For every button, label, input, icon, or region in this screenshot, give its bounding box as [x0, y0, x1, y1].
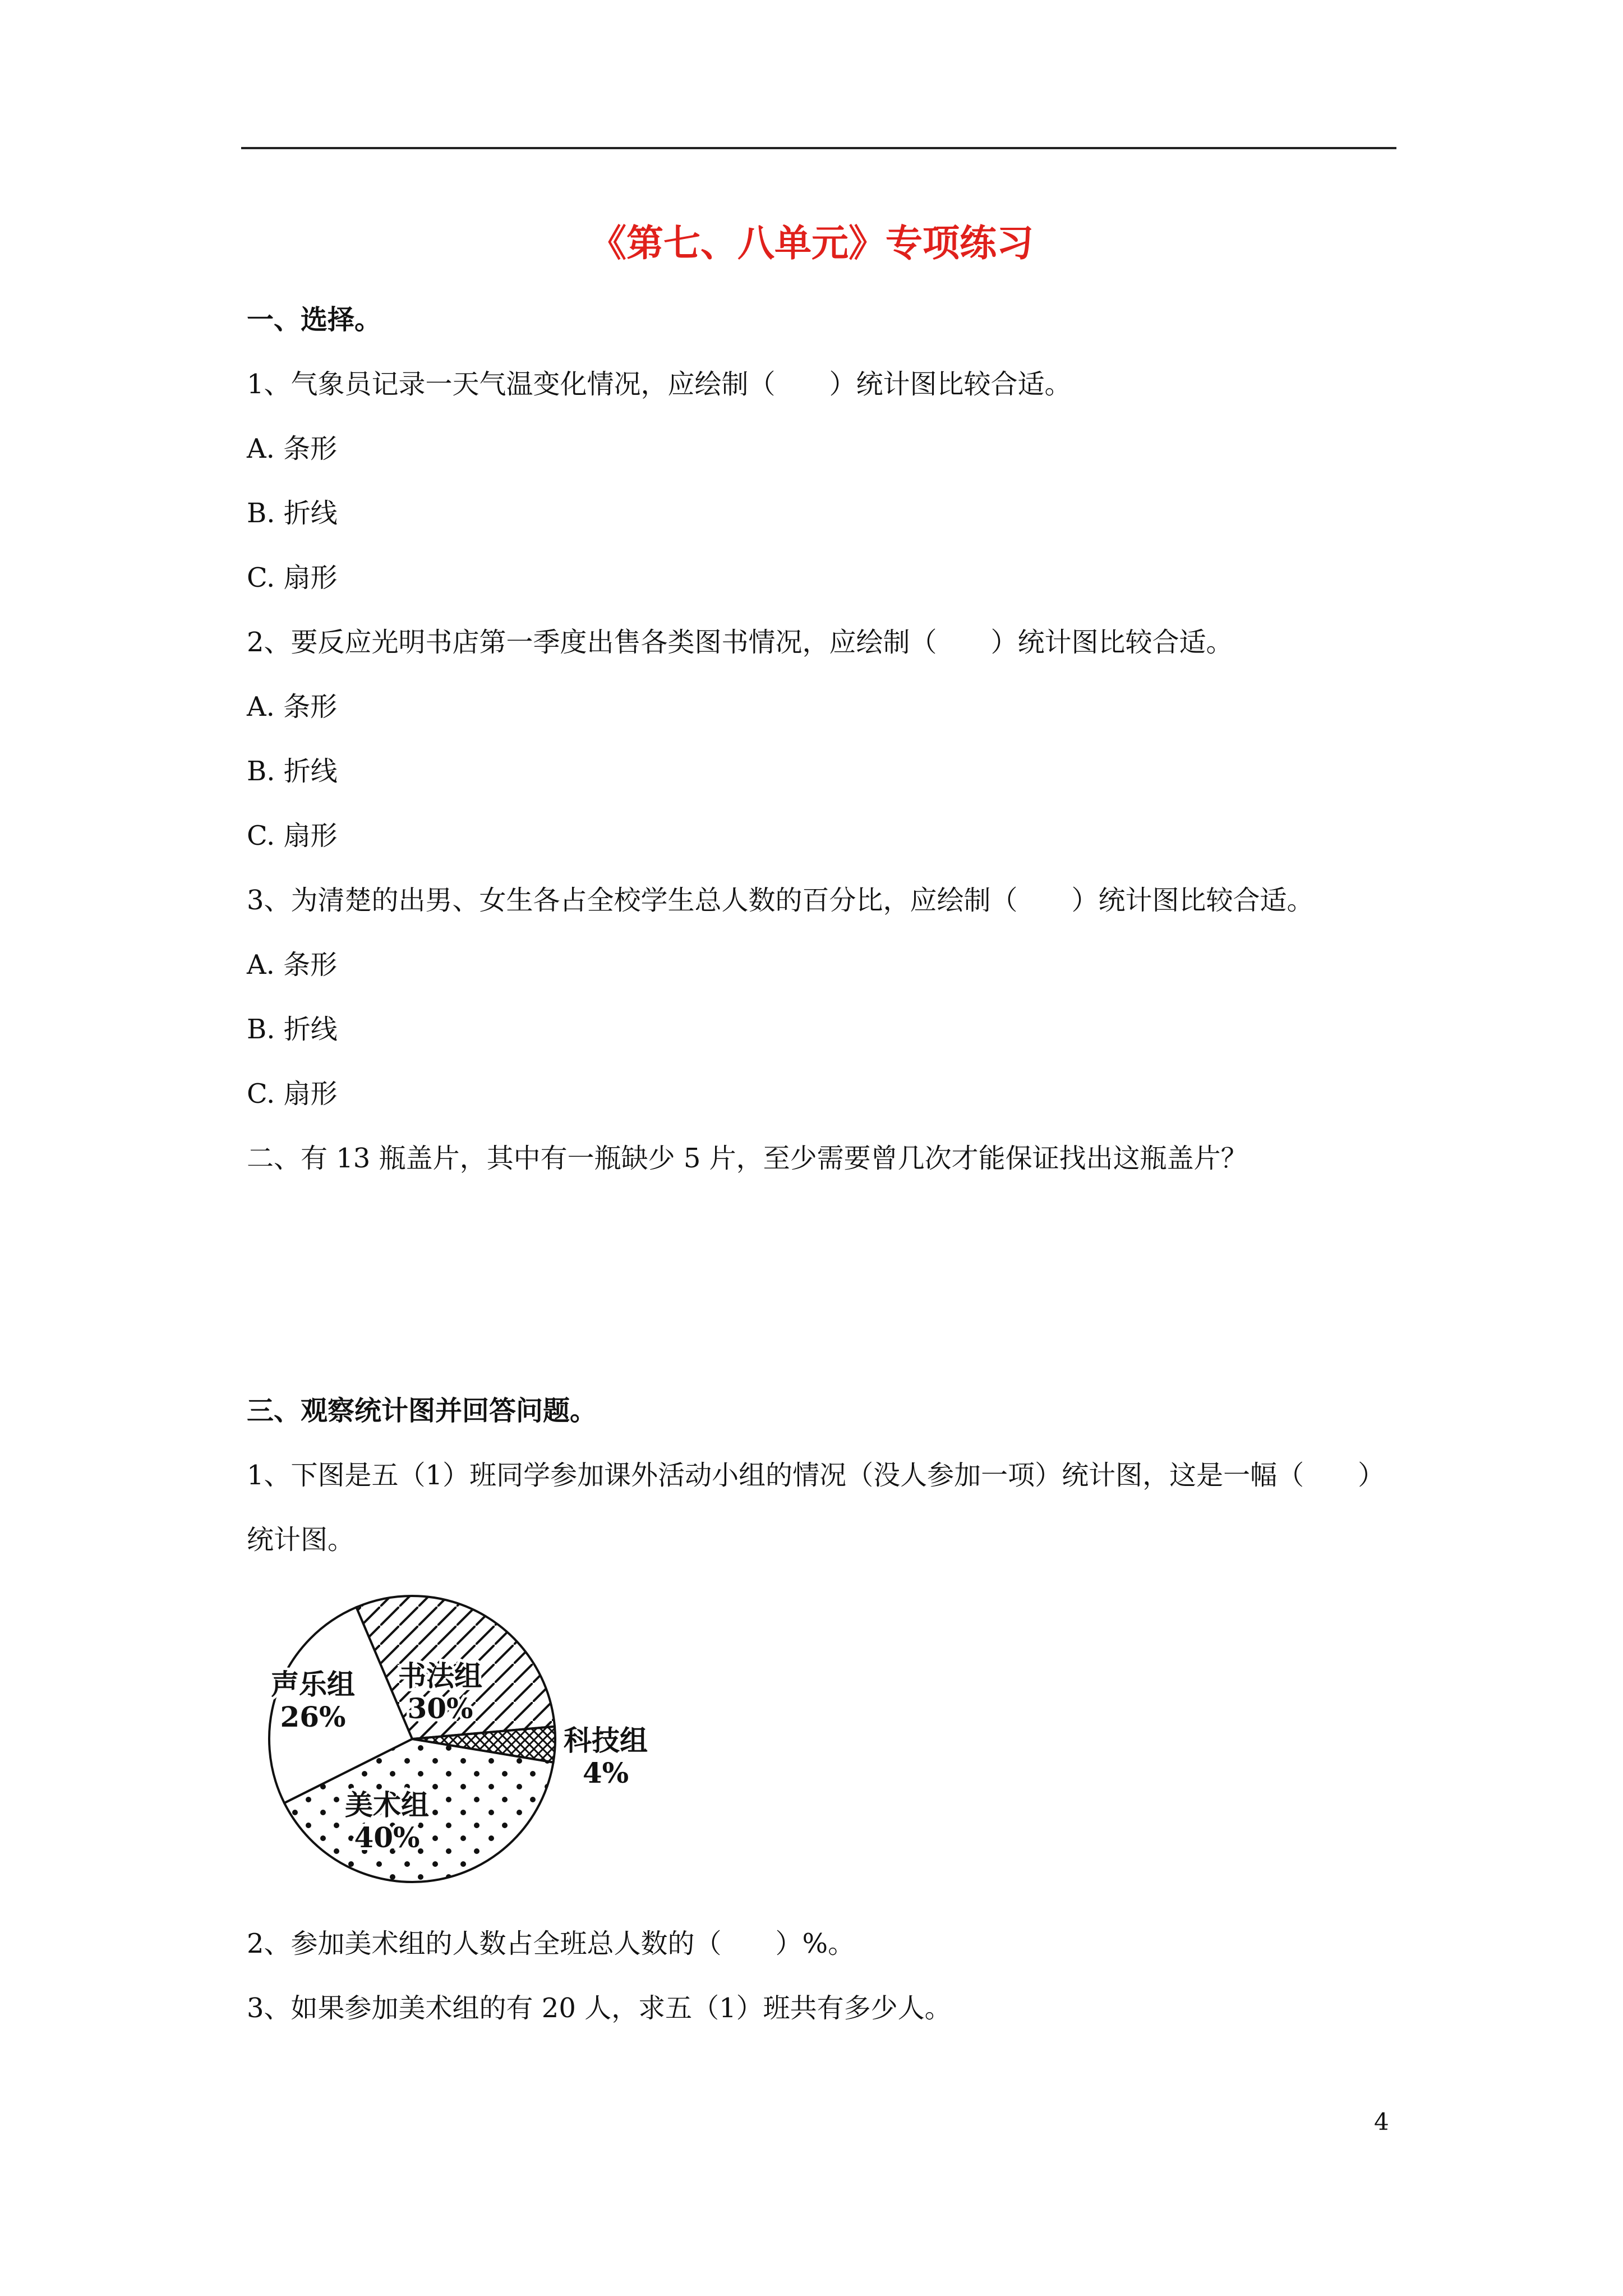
- header-rule: [241, 147, 1396, 149]
- pie-slice-percent: 30%: [407, 1692, 473, 1725]
- pie-slice-name: 科技组: [564, 1724, 648, 1757]
- s3-question-2: 2、参加美术组的人数占全班总人数的（ ）%。: [247, 1928, 855, 1959]
- q3-option-b: B. 折线: [247, 1014, 338, 1045]
- q2-option-c: C. 扇形: [247, 820, 338, 852]
- section1-heading: 一、选择。: [247, 304, 382, 335]
- pie-slice-percent: 26%: [280, 1700, 346, 1733]
- question-3: 3、为清楚的出男、女生各占全校学生总人数的百分比，应绘制（ ）统计图比较合适。: [247, 885, 1314, 916]
- pie-slice-name: 声乐组: [271, 1668, 355, 1701]
- q1-option-c: C. 扇形: [247, 562, 338, 593]
- question-2: 2、要反应光明书店第一季度出售各类图书情况，应绘制（ ）统计图比较合适。: [247, 627, 1233, 658]
- pie-slice-percent: 4%: [582, 1756, 629, 1789]
- section2-question: 二、有 13 瓶盖片，其中有一瓶缺少 5 片，至少需要曾几次才能保证找出这瓶盖片？: [247, 1143, 1248, 1174]
- page-title: 《第七、八单元》专项练习: [589, 222, 1034, 265]
- s3-question-1-line1: 1、下图是五（1）班同学参加课外活动小组的情况（没人参加一项）统计图，这是一幅（ ）: [247, 1460, 1385, 1491]
- q3-option-c: C. 扇形: [247, 1078, 338, 1110]
- q3-option-a: A. 条形: [247, 949, 338, 981]
- pie-chart: [247, 1588, 695, 1902]
- q1-option-b: B. 折线: [247, 498, 338, 529]
- page-number: 4: [1374, 2108, 1389, 2136]
- q2-option-a: A. 条形: [247, 691, 338, 723]
- section3-heading: 三、观察统计图并回答问题。: [247, 1395, 597, 1427]
- q2-option-b: B. 折线: [247, 756, 338, 787]
- pie-slice-percent: 40%: [354, 1821, 420, 1854]
- question-1: 1、气象员记录一天气温变化情况，应绘制（ ）统计图比较合适。: [247, 369, 1072, 400]
- s3-question-1-line2: 统计图。: [247, 1524, 355, 1556]
- q1-option-a: A. 条形: [247, 433, 338, 464]
- s3-question-3: 3、如果参加美术组的有 20 人，求五（1）班共有多少人。: [247, 1993, 952, 2024]
- pie-slice-name: 美术组: [345, 1788, 429, 1821]
- pie-slice-name: 书法组: [398, 1659, 482, 1692]
